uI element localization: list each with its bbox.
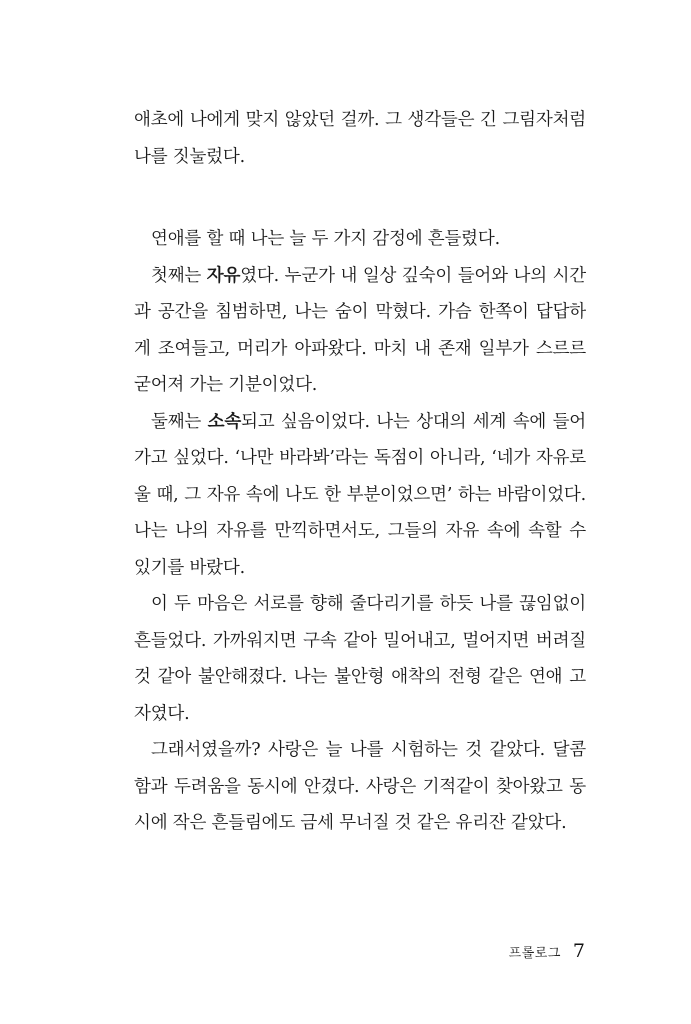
paragraph-3-lead: 둘째는 — [151, 411, 208, 432]
paragraph-2-lead: 첫째는 — [151, 265, 207, 286]
paragraph-2-rest: 였다. 누군가 내 일상 깊숙이 들어와 나의 시간과 공간을 침범하면, 나는 숨이 막혔다. 가슴 한쪽이 답답하게 조여들고, 머리가 아파왔다. 마치 내 존재 일부가 스르르 굳어져 가는 기분이었다. — [134, 265, 586, 395]
section-title: 프롤로그 — [508, 946, 561, 961]
paragraph-4: 이 두 마음은 서로를 향해 줄다리기를 하듯 나를 끊임없이 흔들었다. 가까워지면 구속 같아 밀어내고, 멀어지면 버려질 것 같아 불안해졌다. 나는 불안형 애착의 전형 같은 연애 고자였다. — [134, 594, 586, 724]
text-block-top — [134, 102, 586, 175]
text-block-main — [134, 221, 586, 842]
paragraph-2 — [134, 258, 586, 404]
paragraph-5: 그래서였을까? 사랑은 늘 나를 시험하는 것 같았다. 달콤함과 두려움을 동시에 안겼다. 사랑은 기적같이 찾아왔고 동시에 작은 흔들림에도 금세 무너질 것 같은 유리잔 같았다. — [134, 740, 586, 833]
paragraph-1: 연애를 할 때 나는 늘 두 가지 감정에 흔들렸다. — [151, 229, 500, 249]
keyword-belonging: 소속 — [207, 411, 242, 432]
page-footer — [509, 940, 585, 962]
paragraph-continuation: 애초에 나에게 맞지 않았던 걸까. 그 생각들은 긴 그림자처럼 나를 짓눌렀다. — [134, 110, 586, 167]
paragraph-3 — [134, 404, 586, 587]
page-number: 7 — [572, 940, 585, 962]
keyword-freedom: 자유 — [206, 265, 241, 286]
paragraph-3-rest: 되고 싶음이었다. 나는 상대의 세계 속에 들어가고 싶었다. ‘나만 바라봐’라는 독점이 아니라, ‘네가 자유로울 때, 그 자유 속에 나도 한 부분이었으면’ 하는 바람이었다. 나는 나의 자유를 만끽하면서도, 그들의 자유 속에 속할 수 있기를 바랐다. — [134, 411, 586, 578]
